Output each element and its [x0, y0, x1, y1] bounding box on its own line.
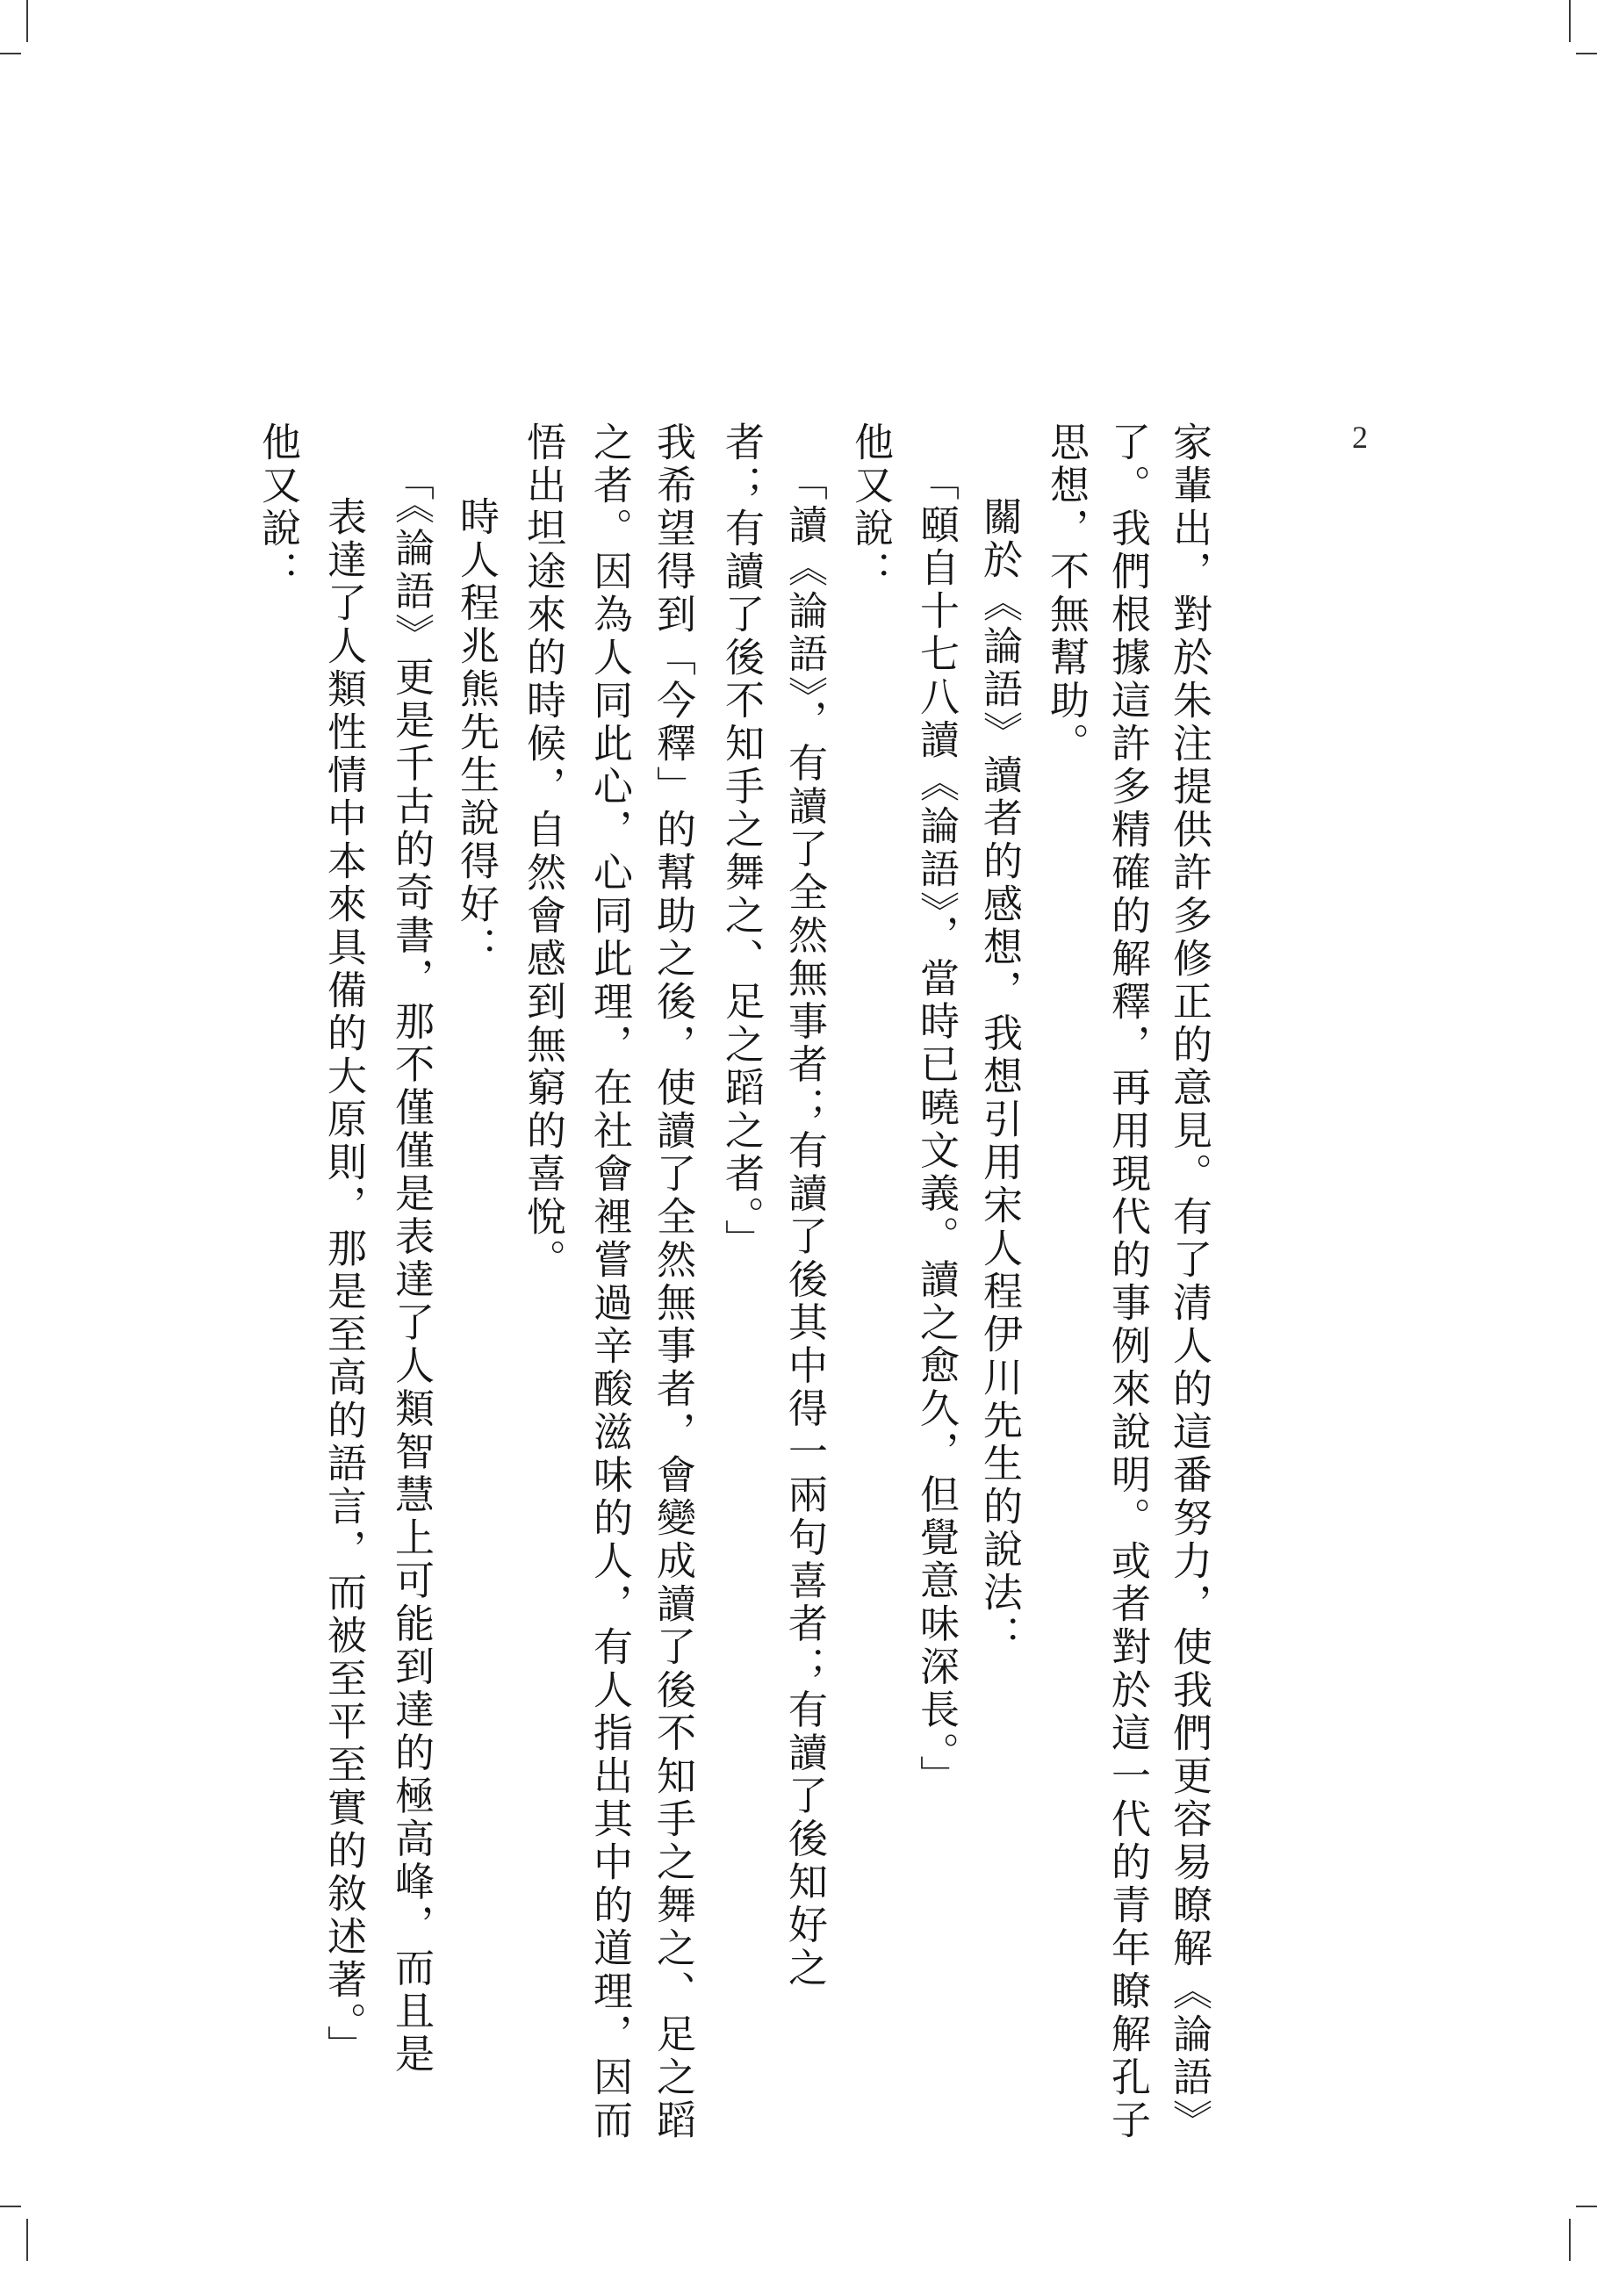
text-column-13: 「《論語》更是千古的奇書，那不僅僅是表達了人類智慧上可能到達的極高峰，而且是	[388, 461, 435, 2076]
text-column-6: 他又說：	[847, 421, 894, 594]
text-column-9: 我希望得到「今釋」的幫助之後，使讀了全然無事者，會變成讀了後不知手之舞之、足之蹈	[650, 421, 696, 2142]
crop-mark-top-left	[26, 0, 28, 42]
text-column-2: 了。我們根據這許多精確的解釋，再用現代的事例來說明。或者對於這一代的青年瞭解孔子	[1104, 421, 1151, 2142]
crop-mark-bottom-left-h	[0, 2206, 21, 2207]
crop-mark-top-right	[1569, 0, 1571, 42]
crop-mark-bottom-left	[26, 2219, 28, 2261]
crop-mark-bottom-right-h	[1576, 2206, 1597, 2207]
page-number: 2	[1352, 420, 1368, 455]
text-column-5: 「頤自十七八讀《論語》，當時已曉文義。讀之愈久，但覺意味深長。」	[913, 461, 960, 1798]
text-column-12: 時人程兆熊先生說得好：	[453, 496, 500, 969]
text-column-8: 者；有讀了後不知手之舞之、足之蹈之者。」	[718, 421, 765, 1263]
text-column-1: 家輩出，對於朱注提供許多修正的意見。有了清人的這番努力，使我們更容易瞭解《論語》	[1166, 421, 1212, 2142]
text-column-4: 關於《論語》讀者的感想，我想引用宋人程伊川先生的說法：	[976, 496, 1023, 1658]
text-column-14: 表達了人類性情中本來具備的大原則，那是至高的語言，而被至平至實的敘述著。」	[320, 496, 367, 2069]
text-column-10: 之者。因為人同此心，心同此理，在社會裡嘗過辛酸滋味的人，有人指出其中的道理，因而	[586, 421, 633, 2142]
crop-mark-top-right-h	[1576, 53, 1597, 54]
text-column-3: 思想，不無幫助。	[1043, 421, 1090, 766]
text-column-11: 悟出坦途來的時候，自然會感到無窮的喜悅。	[520, 421, 566, 1282]
text-column-7: 「讀《論語》，有讀了全然無事者；有讀了後其中得一兩句喜者；有讀了後知好之	[781, 461, 828, 1990]
crop-mark-bottom-right	[1569, 2219, 1571, 2261]
text-column-15: 他又說：	[255, 421, 301, 594]
crop-mark-top-left-h	[0, 53, 21, 54]
